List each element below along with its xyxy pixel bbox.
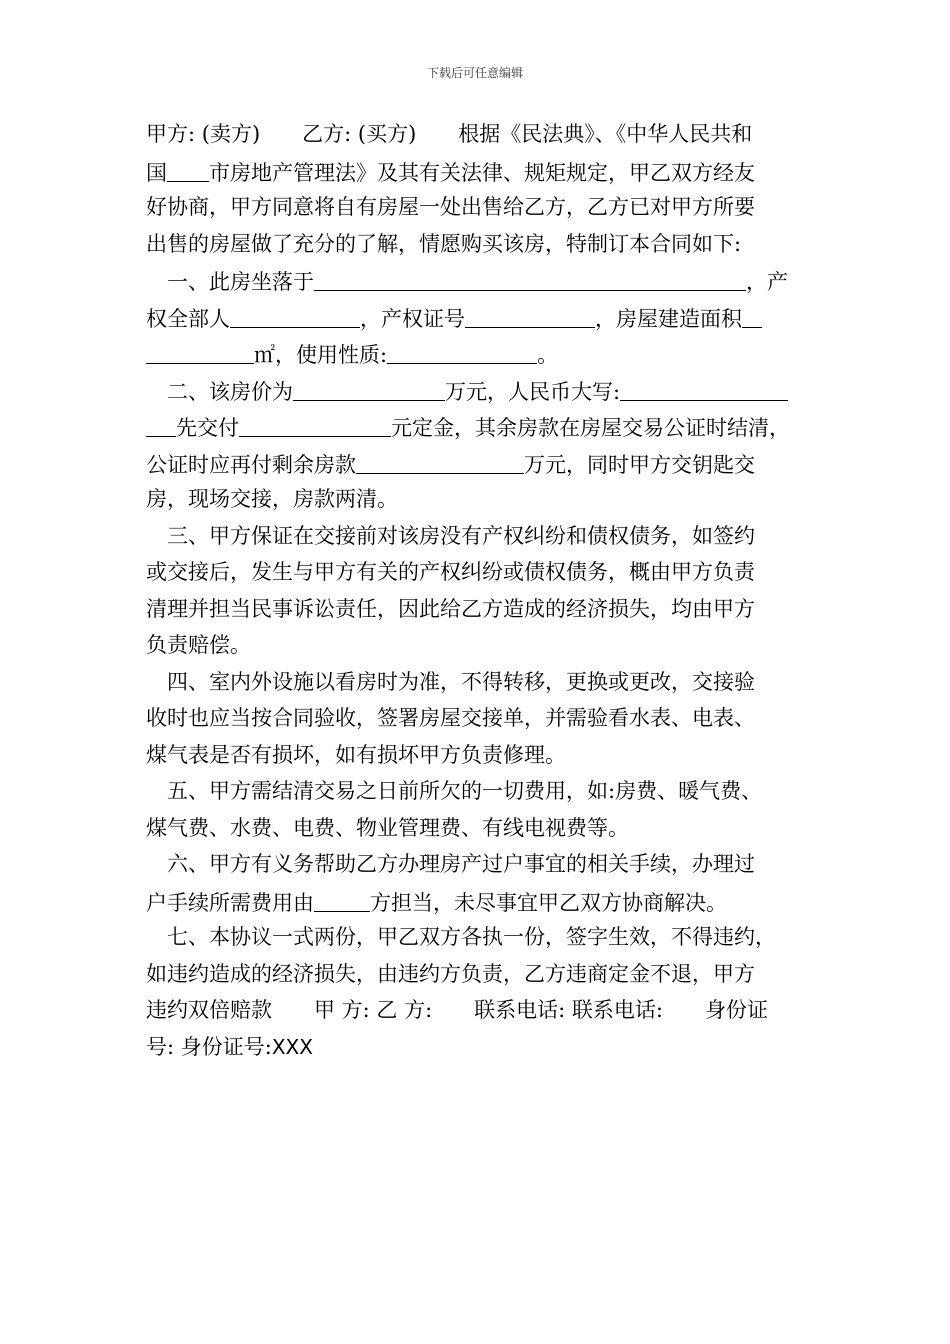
text-segment: 。	[537, 343, 559, 367]
blank-field	[742, 301, 762, 328]
contract-line	[146, 299, 810, 336]
text-segment: 号: 身份证号:	[146, 1034, 272, 1059]
blank-field	[356, 447, 524, 474]
contract-line: 三、甲方保证在交接前对该房没有产权纠纷和债权债务，如签约	[167, 523, 755, 548]
blank-field	[146, 410, 176, 437]
header-note: 下载后可任意编辑	[426, 66, 523, 80]
contract-line: 清理并担当民事诉讼责任，因此给乙方造成的经济损失，均由甲方	[146, 596, 755, 621]
contract-line: 煤气费、水费、电费、物业管理费、有线电视费等。	[146, 815, 629, 840]
id-number: XXX	[271, 1034, 313, 1059]
text-segment: 户手续所需费用由	[146, 890, 314, 915]
contract-line: 如违约造成的经济损失，由违约方负责，乙方违商定金不退，甲方	[146, 961, 755, 986]
contract-line: 或交接后，发生与甲方有关的产权纠纷或债权债务，概由甲方负责	[146, 560, 755, 584]
contract-line	[146, 408, 810, 445]
contract-line: 负责赔偿。	[146, 633, 251, 657]
contract-line	[146, 262, 810, 299]
text-segment: 二、该房价为	[167, 379, 293, 404]
contract-line: 违约双倍赔款 甲 方: 乙 方: 联系电话: 联系电话: 身份证	[146, 998, 768, 1022]
text-segment: 一、此房坐落于	[167, 270, 314, 294]
blank-field	[293, 374, 445, 401]
text-segment: 权全部人	[146, 306, 230, 331]
contract-line	[146, 1029, 810, 1066]
text-segment: ㎡，使用性质:	[254, 343, 388, 367]
blank-field	[167, 155, 209, 182]
text-segment: 国	[146, 160, 167, 185]
contract-line: 收时也应当按合同验收，签署房屋交接单，并需验看水表、电表、	[146, 706, 755, 730]
text-segment: 万元，同时甲方交钥匙交	[524, 452, 755, 477]
blank-field	[314, 885, 370, 912]
blank-field	[239, 410, 391, 437]
contract-line: 甲方: (卖方) 乙方: (买方) 根据《民法典》、《中华人民共和	[146, 122, 753, 146]
contract-line: 房，现场交接，房款两清。	[146, 487, 398, 511]
text-segment: 方担当，未尽事宜甲乙双方协商解决。	[370, 890, 727, 915]
blank-field	[387, 337, 537, 364]
contract-body	[146, 116, 810, 1065]
blank-field	[465, 301, 595, 328]
text-segment: 公证时应再付剩余房款	[146, 452, 356, 477]
text-segment: ，产	[746, 270, 788, 294]
text-segment: 元定金，其余房款在房屋交易公证时结清，	[391, 416, 790, 440]
blank-field	[230, 301, 360, 328]
contract-line: 出售的房屋做了充分的了解，情愿购买该房，特制订本合同如下:	[146, 231, 742, 256]
contract-line: 煤气表是否有损坏，如有损坏甲方负责修理。	[146, 742, 566, 767]
text-segment: 市房地产管理法》及其有关法律、规矩规定，甲乙双方经友	[209, 160, 755, 185]
contract-line: 七、本协议一式两份，甲乙双方各执一份，签字生效，不得违约，	[167, 925, 776, 949]
contract-line: 五、甲方需结清交易之日前所欠的一切费用，如:房费、暖气费、	[167, 779, 763, 803]
contract-line	[146, 372, 810, 409]
contract-line: 四、室内外设施以看房时为准，不得转移，更换或更改，交接验	[167, 669, 755, 694]
contract-line: 好协商，甲方同意将自有房屋一处出售给乙方，乙方已对甲方所要	[146, 195, 755, 219]
text-segment: ，房屋建造面积	[595, 306, 742, 331]
text-segment: ，产权证号	[360, 306, 465, 331]
text-segment: 万元，人民币大写:	[445, 379, 621, 404]
blank-field	[314, 264, 746, 291]
contract-line	[146, 153, 810, 190]
contract-line: 六、甲方有义务帮助乙方办理房产过户事宜的相关手续，办理过	[167, 852, 755, 876]
contract-line	[146, 445, 810, 482]
contract-line	[146, 335, 810, 372]
contract-line	[146, 883, 810, 920]
text-segment: 先交付	[176, 416, 239, 440]
blank-field	[146, 337, 254, 364]
blank-field	[620, 374, 788, 401]
